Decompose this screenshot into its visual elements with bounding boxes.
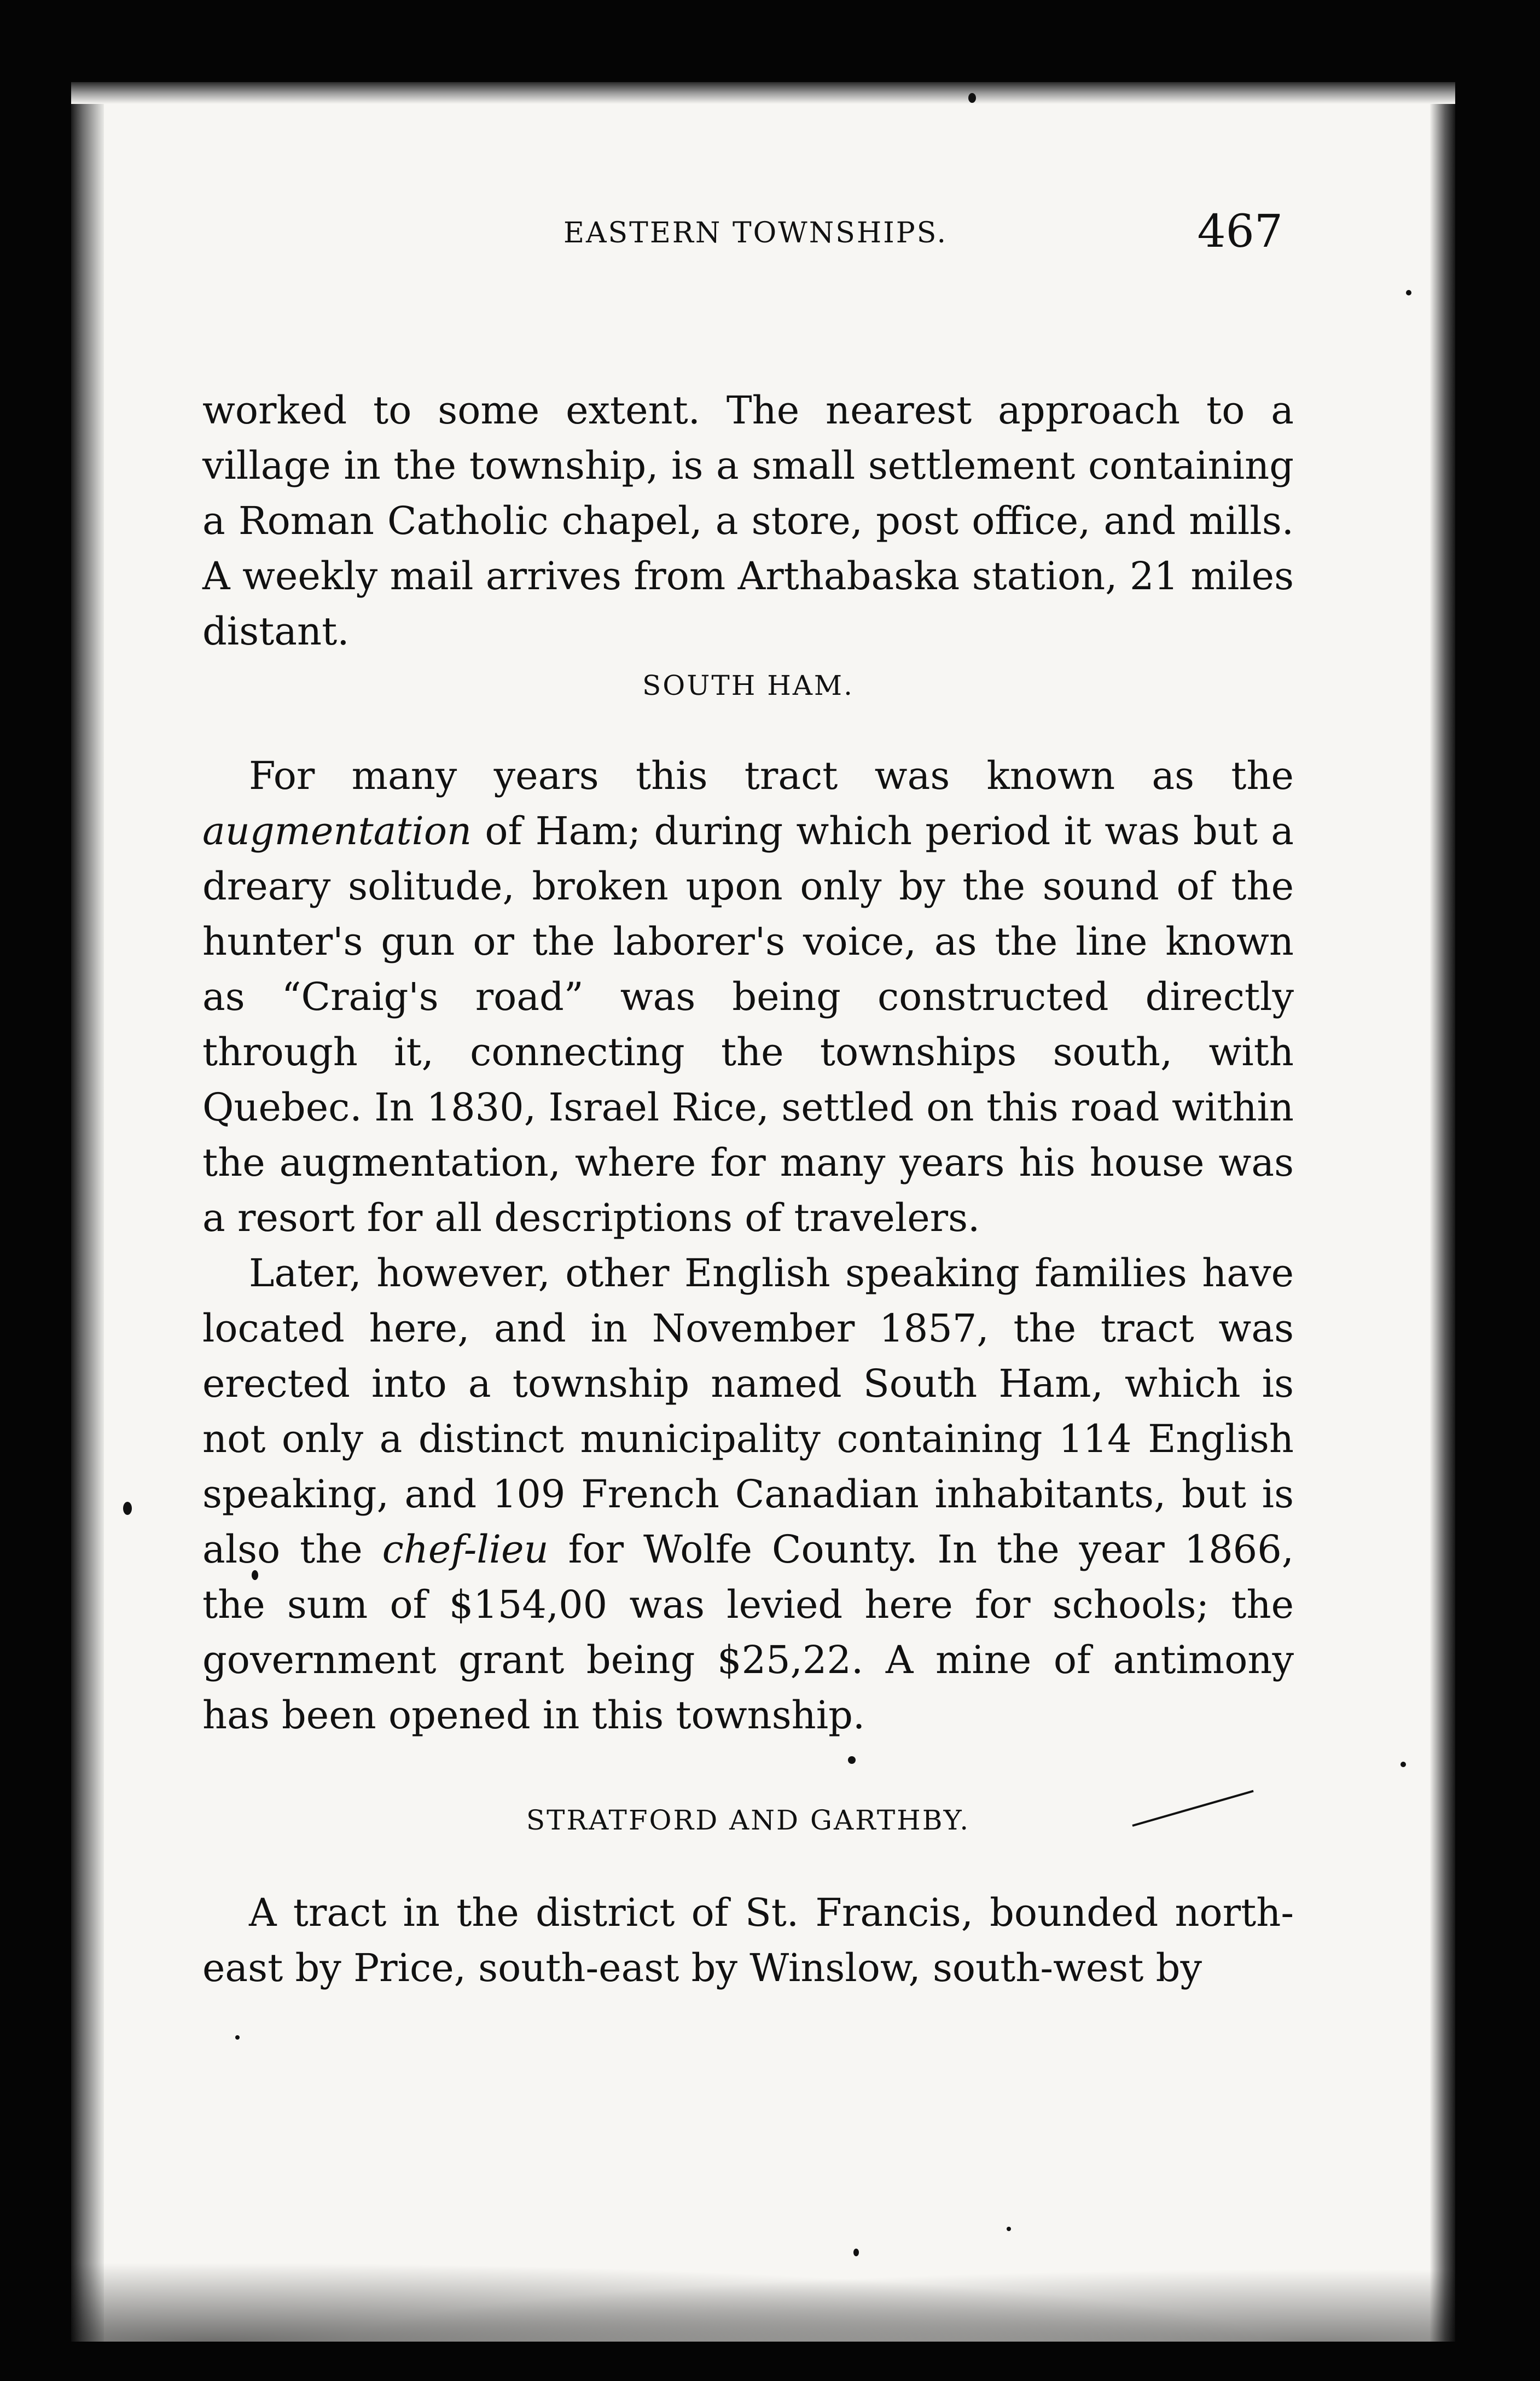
south-ham-paragraph-1 bbox=[202, 748, 1294, 1246]
stratford-section bbox=[202, 1885, 1294, 1996]
page-right-edge-shadow bbox=[1430, 82, 1455, 2342]
section-heading-stratford-garthby: STRATFORD AND GARTHBY. bbox=[526, 1804, 971, 1836]
print-speck bbox=[848, 1756, 856, 1764]
print-speck bbox=[968, 93, 976, 103]
running-head bbox=[202, 206, 1294, 258]
print-speck bbox=[235, 2035, 240, 2040]
print-speck bbox=[1400, 1762, 1406, 1767]
running-title: EASTERN TOWNSHIPS. bbox=[563, 217, 948, 249]
stratford-paragraph-1: A tract in the district of St. Francis, bounded north-east by Price, south-east by Winslow, south-west by bbox=[202, 1890, 1294, 1990]
print-speck bbox=[1406, 290, 1411, 295]
paragraph-text: Later, however, other English speaking families have located here, and in November 1857, the tract was erected into a township named South Ham, which is not only a distinct municipality containing 114 English speaking, and 109 French Canadian inhabitants, but is also the bbox=[202, 1251, 1294, 1572]
print-speck bbox=[853, 2249, 859, 2256]
page-bottom-grain bbox=[71, 2249, 1455, 2342]
section-heading-south-ham: SOUTH HAM. bbox=[642, 670, 855, 701]
italic-term: augmentation bbox=[202, 809, 472, 853]
page-number: 467 bbox=[1197, 206, 1283, 258]
paragraph-text: For many years this tract was known as the bbox=[249, 753, 1294, 798]
print-speck bbox=[1007, 2227, 1011, 2231]
page-top-edge-shadow bbox=[71, 82, 1455, 104]
page-left-edge-shadow bbox=[71, 82, 104, 2342]
opening-paragraph-block bbox=[202, 383, 1294, 659]
print-speck bbox=[123, 1502, 132, 1515]
opening-paragraph: worked to some extent. The nearest approach to a village in the township, is a small settlement containing a Roman Catholic chapel, a store, post office, and mills. A weekly mail arrives from Arthabaska station, 21 miles distant. bbox=[202, 388, 1294, 654]
italic-term: chef-lieu bbox=[382, 1527, 549, 1572]
south-ham-paragraph-2 bbox=[202, 1246, 1294, 1743]
south-ham-section bbox=[202, 748, 1294, 1743]
paragraph-text: for Wolfe County. In the year 1866, the sum of $154,00 was levied here for schools; the government grant being $25,22. A mine of antimony has been opened in this township. bbox=[202, 1527, 1294, 1738]
paragraph-text: of Ham; during which period it was but a dreary solitude, broken upon only by the sound of the hunter's gun or the laborer's voice, as the line known as “Craig's road” was being constructed directly through it, connecting the townships south, with Quebec. In 1830, Israel Rice, settled on this road within the augmentation, where for many years his house was a resort for all descriptions of travelers. bbox=[202, 809, 1294, 1240]
